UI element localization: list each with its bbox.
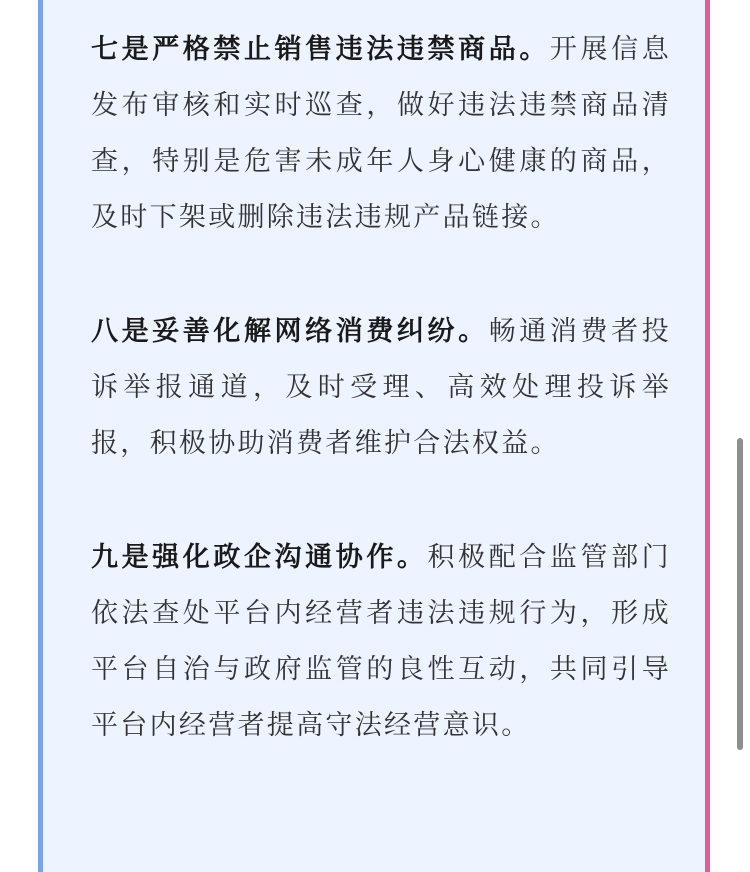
paragraph-heading: 九是强化政企沟通协作。 [91, 542, 428, 573]
paragraph-9 [91, 530, 671, 754]
paragraph-text: 畅通消费者投诉举报通道，及时受理、高效处理投诉举报，积极协助消费者维护合法权益。 [91, 316, 671, 459]
paragraph-heading: 八是妥善化解网络消费纠纷。 [91, 316, 489, 347]
content-card [38, 0, 710, 872]
paragraph-8 [91, 304, 671, 472]
article-body [91, 22, 671, 754]
paragraph-text: 积极配合监管部门依法查处平台内经营者违法违规行为，形成平台自治与政府监管的良性互动，共同引导平台内经营者提高守法经营意识。 [91, 542, 671, 741]
paragraph-heading: 七是严格禁止销售违法违禁商品。 [91, 34, 550, 65]
paragraph-7 [91, 22, 671, 246]
paragraph-text: 开展信息发布审核和实时巡查，做好违法违禁商品清查，特别是危害未成年人身心健康的商品，及时下架或删除违法违规产品链接。 [91, 34, 672, 233]
scrollbar-thumb[interactable] [737, 438, 743, 750]
